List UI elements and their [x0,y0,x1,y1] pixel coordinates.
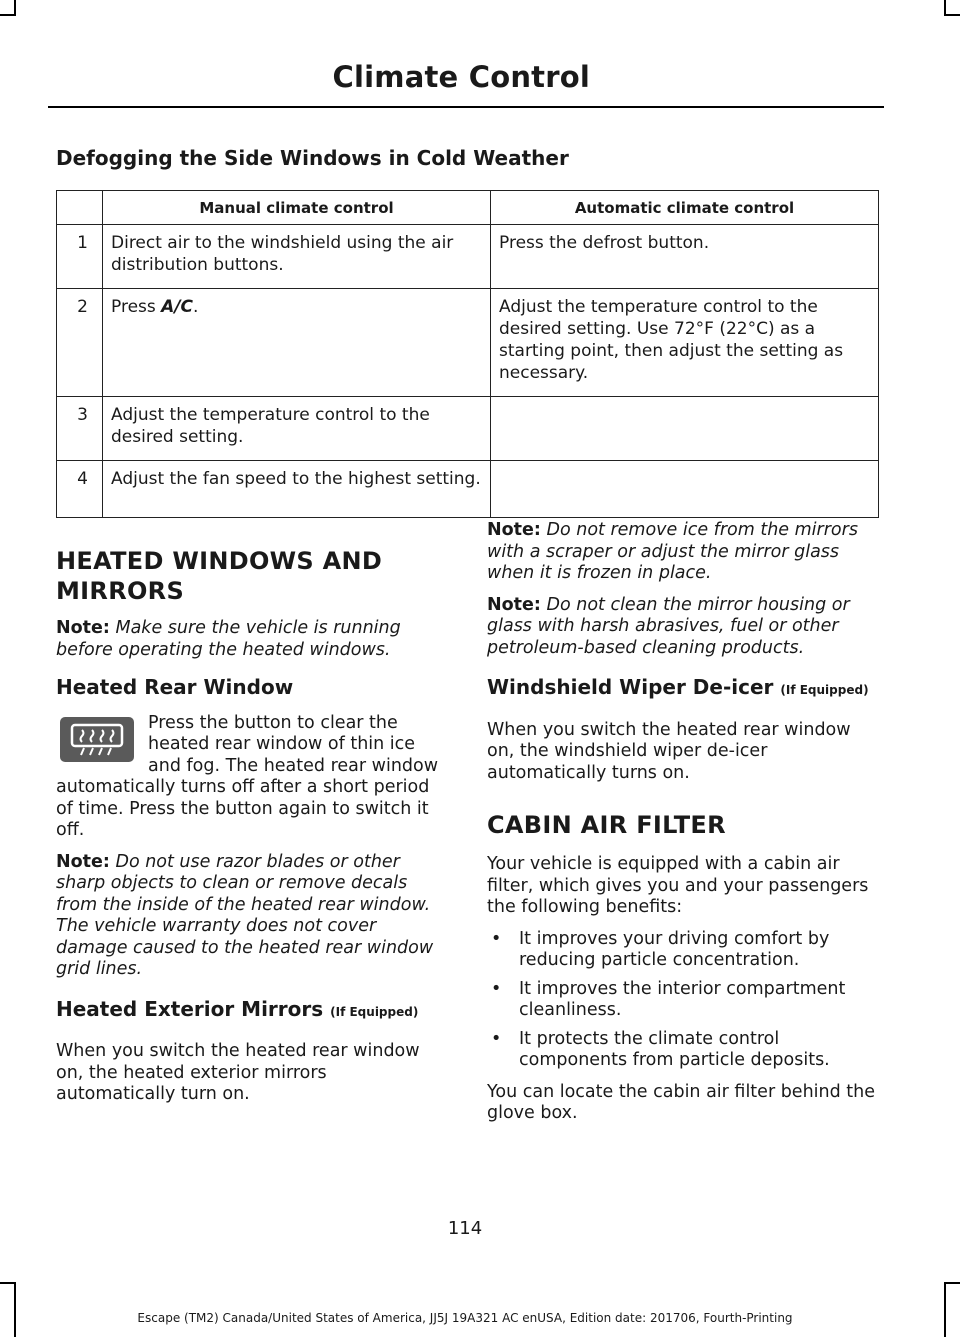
manual-cell: Adjust the temperature control to the desired setting. [103,397,491,461]
left-column [56,520,448,1116]
table-header-manual: Manual climate control [103,191,491,225]
cabin-filter-heading: CABIN AIR FILTER [487,811,726,839]
note-text: Make sure the vehicle is running before operating the heated windows. [56,618,401,660]
rear-window-paragraph [56,713,448,842]
step-number: 1 [57,225,103,289]
rear-defrost-icon [60,717,134,762]
benefits-list [487,929,881,1072]
wiper-deicer-heading [487,677,881,702]
step-number: 3 [57,397,103,461]
bullet: • [491,928,502,949]
right-column [487,520,881,1135]
automatic-cell: Adjust the temperature control to the desired setting. Use 72°F (22°C) as a starting point, then adjust the setting as necessary. [491,289,879,397]
heading-line: MIRRORS [56,577,185,605]
header-divider [48,106,884,108]
automatic-cell [491,461,879,518]
rear-defrost-icon-graphic [60,717,134,762]
benefit-text: It improves the interior compartment cleanliness. [519,978,846,1020]
defog-heading: Defogging the Side Windows in Cold Weather [56,146,569,170]
crop-mark [0,14,16,16]
wiper-heading-text: Windshield Wiper De-icer [487,675,774,699]
cabin-intro: Your vehicle is equipped with a cabin air filter, which gives you and your passengers the following benefits: [487,854,869,917]
mirrors-heading-text: Heated Exterior Mirrors [56,996,324,1021]
wiper-tag: (If Equipped) [780,683,869,697]
note-label: Note: [487,594,541,615]
note-text: Do not remove ice from the mirrors with a scraper or adjust the mirror glass when it is frozen in place. [487,520,858,583]
table-header-row [57,191,879,225]
crop-mark [944,14,960,16]
manual-cell [103,289,491,397]
table-row [57,461,879,518]
note-text: Do not use razor blades or other sharp objects to clean or remove decals from the inside of the heated rear window. The vehicle warranty does not cover damage caused to the heated rear window grid lines. [56,851,434,979]
rear-window-heading: Heated Rear Window [56,675,294,699]
mirrors-tag: (If Equipped) [330,1004,419,1019]
benefit-text: It improves your driving comfort by reducing particle concentration. [519,928,830,970]
note-text: Do not clean the mirror housing or glass with harsh abrasives, fuel or other petroleum-based cleaning products. [487,594,850,658]
heated-windows-heading [56,546,448,606]
page-title: Climate Control [332,60,590,94]
note-label: Note: [487,520,541,540]
table-header-automatic: Automatic climate control [491,191,879,225]
mirrors-body: When you switch the heated rear window on, the heated exterior mirrors automatically turn on. [56,1041,420,1104]
list-item [487,1029,881,1072]
list-item [487,979,881,1022]
wiper-body: When you switch the heated rear window on, the windshield wiper de-icer automatically turns on. [487,719,851,783]
manual-cell: Direct air to the windshield using the air distribution buttons. [103,225,491,289]
benefit-text: It protects the climate control components from particle deposits. [519,1028,830,1070]
table-header-step [57,191,103,225]
bullet: • [491,978,502,999]
mirrors-heading [56,996,448,1024]
ac-label: A/C [161,297,193,317]
cabin-location: You can locate the cabin air filter behind the glove box. [487,1081,876,1123]
note [487,595,881,660]
automatic-cell [491,397,879,461]
table-row [57,397,879,461]
note [56,852,448,981]
step-number: 4 [57,461,103,518]
crop-mark [14,1282,16,1337]
crop-mark [944,1282,960,1284]
crop-mark [944,1282,946,1337]
note [56,618,448,661]
heading-line: HEATED WINDOWS AND [56,547,383,575]
table-row [57,289,879,397]
automatic-cell: Press the defrost button. [491,225,879,289]
page-number: 114 [447,1218,483,1239]
note-label: Note: [56,618,110,638]
note-label: Note: [56,851,110,872]
table-row [57,225,879,289]
crop-mark [0,1282,16,1284]
list-item [487,929,881,972]
note [487,520,881,585]
bullet: • [491,1028,502,1049]
manual-prefix: Press [111,297,162,317]
manual-cell: Adjust the fan speed to the highest setting. [103,461,491,518]
manual-suffix: . [193,297,199,317]
edition-footer: Escape (TM2) Canada/United States of America, JJ5J 19A321 AC enUSA, Edition date: 201706, Fourth-Printing [137,1311,793,1325]
rear-window-body: Press the button to clear the heated rear window of thin ice and fog. The heated rear window automatically turns off after a short period of time. Press the button again to switch it off. [56,712,439,840]
defog-steps-table [56,190,879,518]
step-number: 2 [57,289,103,397]
